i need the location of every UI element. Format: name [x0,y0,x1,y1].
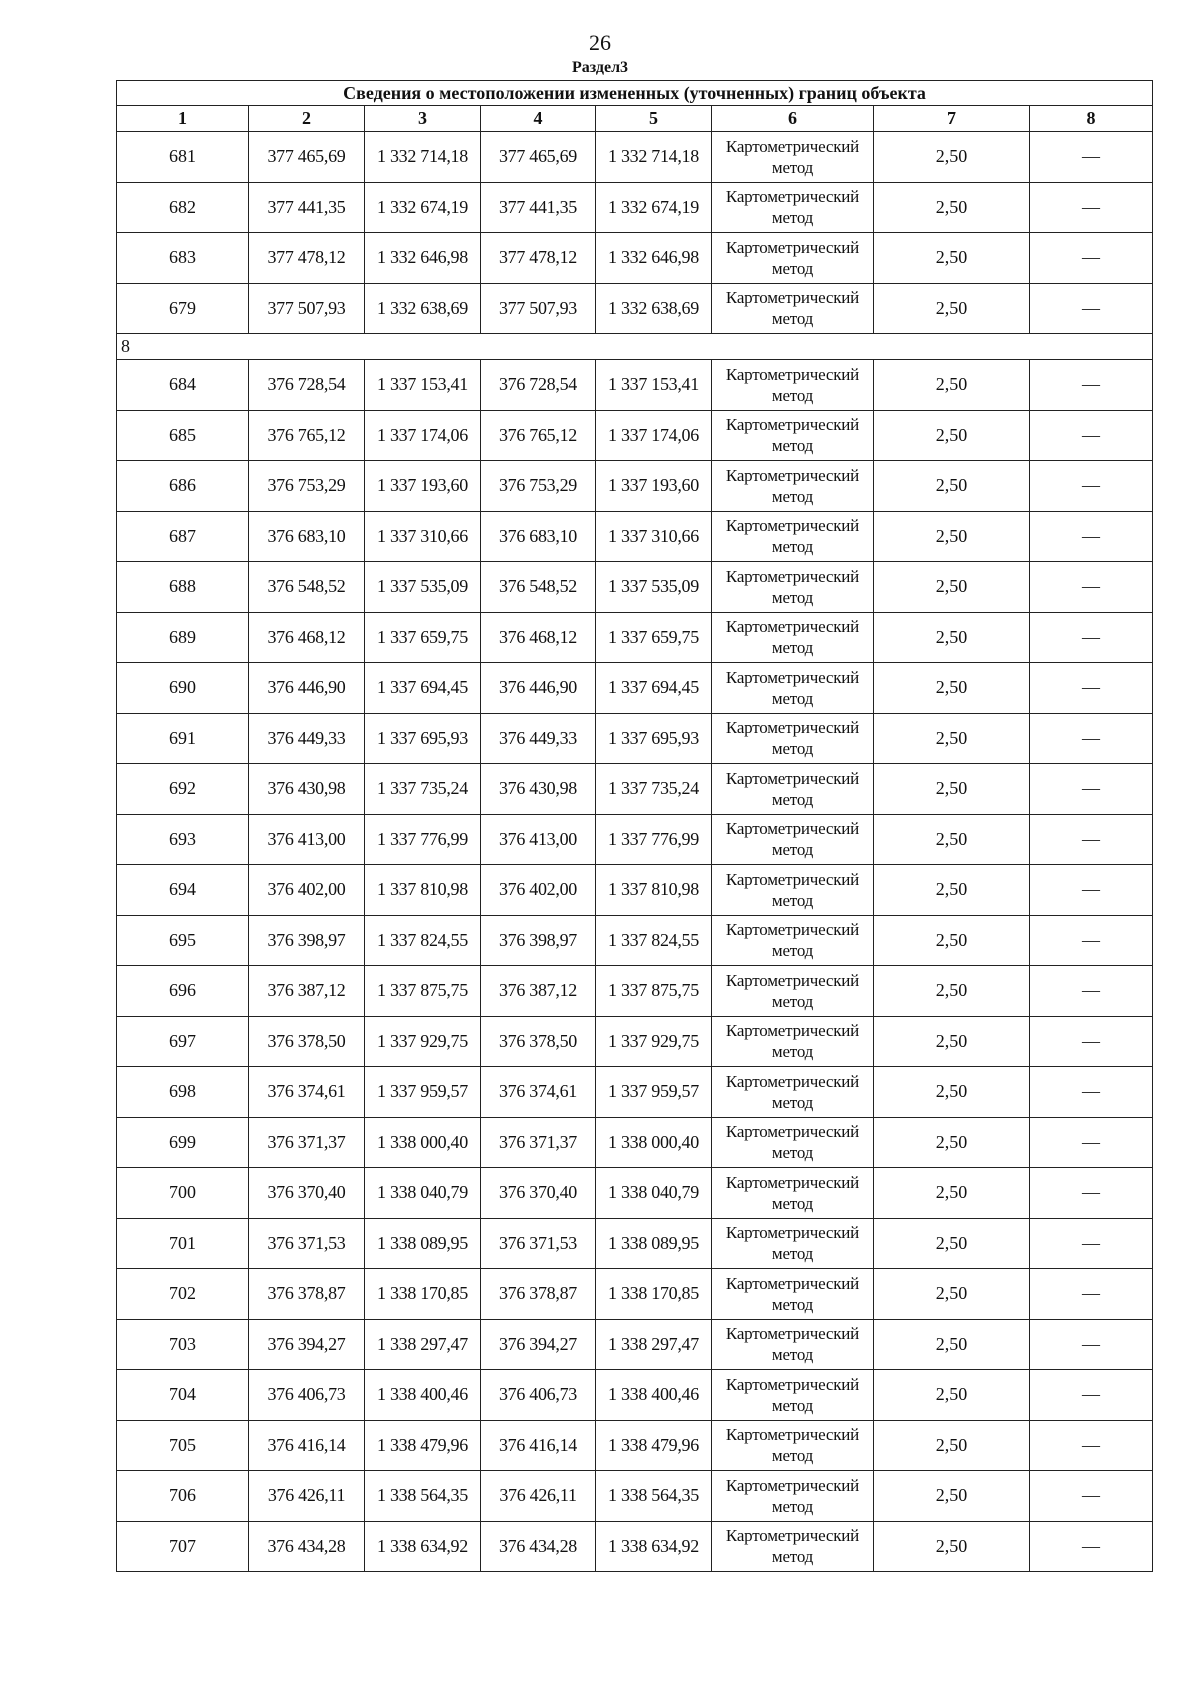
method-cell: Картометрический метод [712,814,874,865]
table-row [117,713,1153,764]
column-8-cell: — [1030,511,1153,562]
accuracy-cell: 2,50 [874,1117,1030,1168]
point-number-cell: 707 [117,1521,249,1572]
table-title: Сведения о местоположении измененных (уточненных) границ объекта [117,81,1153,106]
column-header: 8 [1030,106,1153,132]
y-coordinate-cell: 1 337 959,57 [365,1067,481,1118]
x-coordinate-cell: 376 446,90 [249,663,365,714]
column-8-cell: — [1030,1420,1153,1471]
point-number-cell: 699 [117,1117,249,1168]
table-row [117,1067,1153,1118]
point-number-cell: 702 [117,1269,249,1320]
column-8-cell: — [1030,1269,1153,1320]
x-coordinate-cell: 376 378,50 [481,1016,596,1067]
point-number-cell: 679 [117,283,249,334]
y-coordinate-cell: 1 337 694,45 [365,663,481,714]
column-8-cell: — [1030,1521,1153,1572]
x-coordinate-cell: 376 413,00 [249,814,365,865]
column-8-cell: — [1030,1168,1153,1219]
x-coordinate-cell: 376 371,37 [481,1117,596,1168]
y-coordinate-cell: 1 338 400,46 [596,1370,712,1421]
x-coordinate-cell: 376 370,40 [249,1168,365,1219]
accuracy-cell: 2,50 [874,865,1030,916]
column-8-cell: — [1030,915,1153,966]
column-8-cell: — [1030,663,1153,714]
y-coordinate-cell: 1 338 170,85 [365,1269,481,1320]
table-row [117,915,1153,966]
method-cell: Картометрический метод [712,1319,874,1370]
method-cell: Картометрический метод [712,1471,874,1522]
y-coordinate-cell: 1 337 735,24 [365,764,481,815]
accuracy-cell: 2,50 [874,1067,1030,1118]
column-header: 2 [249,106,365,132]
method-cell: Картометрический метод [712,663,874,714]
column-8-cell: — [1030,612,1153,663]
x-coordinate-cell: 376 430,98 [249,764,365,815]
x-coordinate-cell: 377 507,93 [249,283,365,334]
y-coordinate-cell: 1 337 776,99 [365,814,481,865]
column-8-cell: — [1030,713,1153,764]
accuracy-cell: 2,50 [874,713,1030,764]
method-cell: Картометрический метод [712,865,874,916]
accuracy-cell: 2,50 [874,814,1030,865]
point-number-cell: 688 [117,562,249,613]
table-row [117,360,1153,411]
y-coordinate-cell: 1 338 400,46 [365,1370,481,1421]
accuracy-cell: 2,50 [874,562,1030,613]
method-cell: Картометрический метод [712,1269,874,1320]
method-cell: Картометрический метод [712,233,874,284]
y-coordinate-cell: 1 332 674,19 [365,182,481,233]
y-coordinate-cell: 1 337 174,06 [365,410,481,461]
table-row [117,410,1153,461]
table-row [117,1168,1153,1219]
y-coordinate-cell: 1 338 297,47 [365,1319,481,1370]
y-coordinate-cell: 1 337 310,66 [596,511,712,562]
y-coordinate-cell: 1 338 634,92 [365,1521,481,1572]
y-coordinate-cell: 1 337 659,75 [596,612,712,663]
table-row [117,562,1153,613]
column-8-cell: — [1030,1471,1153,1522]
x-coordinate-cell: 377 441,35 [481,182,596,233]
point-number-cell: 689 [117,612,249,663]
column-8-cell: — [1030,1319,1153,1370]
column-header: 5 [596,106,712,132]
table-row [117,764,1153,815]
y-coordinate-cell: 1 338 089,95 [596,1218,712,1269]
column-header-row [117,106,1153,132]
y-coordinate-cell: 1 337 929,75 [596,1016,712,1067]
y-coordinate-cell: 1 337 776,99 [596,814,712,865]
y-coordinate-cell: 1 338 040,79 [596,1168,712,1219]
table-row [117,233,1153,284]
y-coordinate-cell: 1 338 297,47 [596,1319,712,1370]
x-coordinate-cell: 376 449,33 [249,713,365,764]
point-number-cell: 706 [117,1471,249,1522]
method-cell: Картометрический метод [712,360,874,411]
y-coordinate-cell: 1 338 564,35 [365,1471,481,1522]
table-row [117,132,1153,183]
y-coordinate-cell: 1 337 535,09 [596,562,712,613]
method-cell: Картометрический метод [712,461,874,512]
x-coordinate-cell: 376 434,28 [249,1521,365,1572]
y-coordinate-cell: 1 337 959,57 [596,1067,712,1118]
y-coordinate-cell: 1 337 810,98 [365,865,481,916]
table-row [117,1117,1153,1168]
column-8-cell: — [1030,360,1153,411]
x-coordinate-cell: 377 478,12 [481,233,596,284]
section-title: Раздел3 [571,59,629,76]
accuracy-cell: 2,50 [874,966,1030,1017]
x-coordinate-cell: 376 398,97 [481,915,596,966]
column-8-cell: — [1030,283,1153,334]
method-cell: Картометрический метод [712,1168,874,1219]
method-cell: Картометрический метод [712,410,874,461]
point-number-cell: 690 [117,663,249,714]
y-coordinate-cell: 1 337 310,66 [365,511,481,562]
column-8-cell: — [1030,461,1153,512]
y-coordinate-cell: 1 332 674,19 [596,182,712,233]
accuracy-cell: 2,50 [874,1370,1030,1421]
y-coordinate-cell: 1 332 714,18 [365,132,481,183]
table-row [117,1521,1153,1572]
x-coordinate-cell: 376 683,10 [249,511,365,562]
column-8-cell: — [1030,233,1153,284]
x-coordinate-cell: 376 371,53 [481,1218,596,1269]
method-cell: Картометрический метод [712,1016,874,1067]
x-coordinate-cell: 376 378,87 [249,1269,365,1320]
y-coordinate-cell: 1 332 638,69 [365,283,481,334]
table-row [117,612,1153,663]
column-8-cell: — [1030,562,1153,613]
x-coordinate-cell: 376 430,98 [481,764,596,815]
accuracy-cell: 2,50 [874,410,1030,461]
y-coordinate-cell: 1 337 875,75 [596,966,712,1017]
table-row [117,182,1153,233]
column-8-cell: — [1030,1117,1153,1168]
method-cell: Картометрический метод [712,1067,874,1118]
table-row [117,1016,1153,1067]
x-coordinate-cell: 376 387,12 [249,966,365,1017]
x-coordinate-cell: 376 468,12 [249,612,365,663]
x-coordinate-cell: 376 402,00 [481,865,596,916]
table-row [117,663,1153,714]
table-row [117,1218,1153,1269]
method-cell: Картометрический метод [712,915,874,966]
table-row [117,461,1153,512]
x-coordinate-cell: 376 449,33 [481,713,596,764]
accuracy-cell: 2,50 [874,1521,1030,1572]
y-coordinate-cell: 1 338 479,96 [596,1420,712,1471]
accuracy-cell: 2,50 [874,132,1030,183]
y-coordinate-cell: 1 337 929,75 [365,1016,481,1067]
column-8-cell: — [1030,1067,1153,1118]
y-coordinate-cell: 1 338 000,40 [596,1117,712,1168]
point-number-cell: 681 [117,132,249,183]
table-row [117,1269,1153,1320]
x-coordinate-cell: 376 426,11 [481,1471,596,1522]
x-coordinate-cell: 377 441,35 [249,182,365,233]
column-8-cell: — [1030,1370,1153,1421]
column-8-cell: — [1030,966,1153,1017]
table-row [117,1420,1153,1471]
x-coordinate-cell: 376 753,29 [481,461,596,512]
accuracy-cell: 2,50 [874,612,1030,663]
point-number-cell: 701 [117,1218,249,1269]
point-number-cell: 687 [117,511,249,562]
y-coordinate-cell: 1 332 714,18 [596,132,712,183]
point-number-cell: 693 [117,814,249,865]
point-number-cell: 696 [117,966,249,1017]
group-label: 8 [117,334,1153,360]
y-coordinate-cell: 1 337 193,60 [596,461,712,512]
column-8-cell: — [1030,814,1153,865]
x-coordinate-cell: 376 406,73 [481,1370,596,1421]
point-number-cell: 704 [117,1370,249,1421]
method-cell: Картометрический метод [712,713,874,764]
method-cell: Картометрический метод [712,562,874,613]
point-number-cell: 703 [117,1319,249,1370]
method-cell: Картометрический метод [712,966,874,1017]
accuracy-cell: 2,50 [874,764,1030,815]
point-number-cell: 686 [117,461,249,512]
x-coordinate-cell: 376 426,11 [249,1471,365,1522]
accuracy-cell: 2,50 [874,915,1030,966]
point-number-cell: 683 [117,233,249,284]
y-coordinate-cell: 1 337 694,45 [596,663,712,714]
x-coordinate-cell: 377 478,12 [249,233,365,284]
y-coordinate-cell: 1 337 659,75 [365,612,481,663]
accuracy-cell: 2,50 [874,233,1030,284]
y-coordinate-cell: 1 338 479,96 [365,1420,481,1471]
y-coordinate-cell: 1 332 638,69 [596,283,712,334]
x-coordinate-cell: 376 402,00 [249,865,365,916]
y-coordinate-cell: 1 338 170,85 [596,1269,712,1320]
y-coordinate-cell: 1 337 824,55 [596,915,712,966]
y-coordinate-cell: 1 337 174,06 [596,410,712,461]
y-coordinate-cell: 1 332 646,98 [596,233,712,284]
x-coordinate-cell: 376 548,52 [481,562,596,613]
x-coordinate-cell: 376 394,27 [249,1319,365,1370]
point-number-cell: 700 [117,1168,249,1219]
accuracy-cell: 2,50 [874,1016,1030,1067]
column-header: 4 [481,106,596,132]
method-cell: Картометрический метод [712,764,874,815]
column-header: 6 [712,106,874,132]
y-coordinate-cell: 1 337 875,75 [365,966,481,1017]
y-coordinate-cell: 1 338 040,79 [365,1168,481,1219]
method-cell: Картометрический метод [712,132,874,183]
column-8-cell: — [1030,132,1153,183]
point-number-cell: 694 [117,865,249,916]
x-coordinate-cell: 376 378,87 [481,1269,596,1320]
point-number-cell: 705 [117,1420,249,1471]
x-coordinate-cell: 376 371,53 [249,1218,365,1269]
x-coordinate-cell: 376 374,61 [249,1067,365,1118]
y-coordinate-cell: 1 338 000,40 [365,1117,481,1168]
column-8-cell: — [1030,182,1153,233]
x-coordinate-cell: 376 548,52 [249,562,365,613]
table-row [117,283,1153,334]
x-coordinate-cell: 376 468,12 [481,612,596,663]
accuracy-cell: 2,50 [874,1218,1030,1269]
accuracy-cell: 2,50 [874,1168,1030,1219]
coordinates-table [116,80,1153,1572]
table-row [117,1319,1153,1370]
point-number-cell: 698 [117,1067,249,1118]
column-8-cell: — [1030,1016,1153,1067]
x-coordinate-cell: 376 434,28 [481,1521,596,1572]
x-coordinate-cell: 377 465,69 [481,132,596,183]
y-coordinate-cell: 1 338 634,92 [596,1521,712,1572]
x-coordinate-cell: 376 446,90 [481,663,596,714]
x-coordinate-cell: 376 416,14 [481,1420,596,1471]
x-coordinate-cell: 376 728,54 [481,360,596,411]
x-coordinate-cell: 376 413,00 [481,814,596,865]
point-number-cell: 684 [117,360,249,411]
method-cell: Картометрический метод [712,1117,874,1168]
x-coordinate-cell: 377 507,93 [481,283,596,334]
y-coordinate-cell: 1 338 089,95 [365,1218,481,1269]
table-row [117,1370,1153,1421]
y-coordinate-cell: 1 337 695,93 [365,713,481,764]
method-cell: Картометрический метод [712,1420,874,1471]
point-number-cell: 691 [117,713,249,764]
accuracy-cell: 2,50 [874,511,1030,562]
method-cell: Картометрический метод [712,612,874,663]
column-8-cell: — [1030,1218,1153,1269]
accuracy-cell: 2,50 [874,1420,1030,1471]
accuracy-cell: 2,50 [874,663,1030,714]
method-cell: Картометрический метод [712,511,874,562]
column-8-cell: — [1030,865,1153,916]
accuracy-cell: 2,50 [874,1471,1030,1522]
table-row [117,1471,1153,1522]
table-row [117,966,1153,1017]
x-coordinate-cell: 376 416,14 [249,1420,365,1471]
x-coordinate-cell: 376 398,97 [249,915,365,966]
table-row [117,814,1153,865]
method-cell: Картометрический метод [712,1370,874,1421]
y-coordinate-cell: 1 337 153,41 [365,360,481,411]
x-coordinate-cell: 376 387,12 [481,966,596,1017]
accuracy-cell: 2,50 [874,1269,1030,1320]
method-cell: Картометрический метод [712,182,874,233]
x-coordinate-cell: 377 465,69 [249,132,365,183]
y-coordinate-cell: 1 337 810,98 [596,865,712,916]
accuracy-cell: 2,50 [874,283,1030,334]
column-header: 7 [874,106,1030,132]
method-cell: Картометрический метод [712,1218,874,1269]
x-coordinate-cell: 376 765,12 [481,410,596,461]
point-number-cell: 695 [117,915,249,966]
y-coordinate-cell: 1 337 153,41 [596,360,712,411]
accuracy-cell: 2,50 [874,1319,1030,1370]
table-row [117,865,1153,916]
x-coordinate-cell: 376 753,29 [249,461,365,512]
accuracy-cell: 2,50 [874,360,1030,411]
method-cell: Картометрический метод [712,1521,874,1572]
x-coordinate-cell: 376 406,73 [249,1370,365,1421]
x-coordinate-cell: 376 765,12 [249,410,365,461]
x-coordinate-cell: 376 370,40 [481,1168,596,1219]
y-coordinate-cell: 1 337 695,93 [596,713,712,764]
accuracy-cell: 2,50 [874,461,1030,512]
table-body [117,132,1153,1572]
group-label-row [117,334,1153,360]
x-coordinate-cell: 376 394,27 [481,1319,596,1370]
point-number-cell: 697 [117,1016,249,1067]
method-cell: Картометрический метод [712,283,874,334]
point-number-cell: 692 [117,764,249,815]
column-header: 1 [117,106,249,132]
accuracy-cell: 2,50 [874,182,1030,233]
column-8-cell: — [1030,410,1153,461]
x-coordinate-cell: 376 371,37 [249,1117,365,1168]
y-coordinate-cell: 1 332 646,98 [365,233,481,284]
x-coordinate-cell: 376 683,10 [481,511,596,562]
column-8-cell: — [1030,764,1153,815]
table-row [117,511,1153,562]
column-header: 3 [365,106,481,132]
y-coordinate-cell: 1 337 193,60 [365,461,481,512]
y-coordinate-cell: 1 337 824,55 [365,915,481,966]
point-number-cell: 682 [117,182,249,233]
x-coordinate-cell: 376 374,61 [481,1067,596,1118]
page-number: 26 [589,30,611,55]
y-coordinate-cell: 1 338 564,35 [596,1471,712,1522]
x-coordinate-cell: 376 728,54 [249,360,365,411]
point-number-cell: 685 [117,410,249,461]
y-coordinate-cell: 1 337 535,09 [365,562,481,613]
y-coordinate-cell: 1 337 735,24 [596,764,712,815]
x-coordinate-cell: 376 378,50 [249,1016,365,1067]
